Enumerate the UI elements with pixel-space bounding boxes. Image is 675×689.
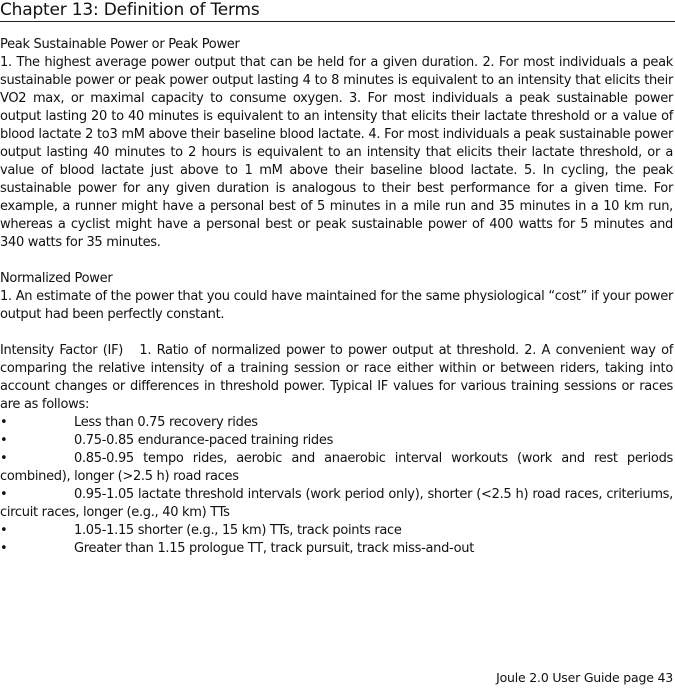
- section-body: 1. An estimate of the power that you could have maintained for the same physiological “cost” if your power output had been perfectly constant.: [0, 289, 673, 322]
- bullet: •: [0, 541, 8, 556]
- chapter-title: Chapter 13: Definition of Terms: [0, 0, 675, 22]
- list-item-text: Less than 0.75 recovery rides: [74, 415, 258, 430]
- list-item: [0, 414, 673, 432]
- list-item-text: 0.95-1.05 lactate threshold intervals (work period only), shorter (<2.5 h) road races, criteriums, circuit races, longer (e.g., 40 km) TTs: [0, 487, 673, 520]
- list-item: [0, 432, 673, 450]
- section-intensity-factor: [0, 342, 673, 558]
- bullet: •: [0, 487, 8, 502]
- section-body: 1. The highest average power output that can be held for a given duration. 2. For most individuals a peak sustainable power or peak power output lasting 4 to 8 minutes is equivalent to an intensity that elicits their VO2 max, or maximal capacity to consume oxygen. 3. For most individuals a peak sustainable power output lasting 20 to 40 minutes is equivalent to an intensity that elicits their lactate threshold or a value of blood lactate 2 to3 mM above their baseline blood lactate. 4. For most individuals a peak sustainable power output lasting 40 minutes to 2 hours is equivalent to an intensity that elicits their lactate threshold, or a value of blood lactate just above to 1 mM above their baseline blood lactate. 5. In cycling, the peak sustainable power for any given duration is analogous to their best performance for a given time. For example, a runner might have a personal best of 5 minutes in a mile run and 35 minutes in a 10 km run, whereas a cyclist might have a personal best or peak sustainable power of 400 watts for 5 minutes and 340 watts for 35 minutes.: [0, 55, 673, 250]
- list-item-text: 1.05-1.15 shorter (e.g., 15 km) TTs, track points race: [74, 523, 402, 538]
- bullet: •: [0, 523, 8, 538]
- page-footer: Joule 2.0 User Guide page 43: [496, 670, 673, 685]
- section-body: 1. Ratio of normalized power to power output at threshold. 2. A convenient way of comparing the relative intensity of a training session or race either within or between riders, taking into account changes or differences in threshold power. Typical IF values for various training sessions or races are as follows:: [0, 343, 673, 412]
- list-item: [0, 540, 673, 558]
- section-normalized-power: [0, 270, 673, 324]
- bullet: •: [0, 433, 8, 448]
- section-heading: Peak Sustainable Power or Peak Power: [0, 37, 240, 52]
- section-text: [0, 342, 673, 414]
- section-heading: Intensity Factor (IF): [0, 343, 124, 358]
- list-item-text: Greater than 1.15 prologue TT, track pursuit, track miss-and-out: [74, 541, 475, 556]
- section-heading: Normalized Power: [0, 271, 113, 286]
- if-values-list: [0, 414, 673, 558]
- list-item-text: 0.85-0.95 tempo rides, aerobic and anaerobic interval workouts (work and rest periods combined), longer (>2.5 h) road races: [0, 451, 673, 484]
- list-item-text: 0.75-0.85 endurance-paced training rides: [74, 433, 334, 448]
- content: [0, 36, 673, 558]
- list-item: [0, 522, 673, 540]
- list-item: [0, 486, 673, 522]
- list-item: [0, 450, 673, 486]
- section-peak-power: [0, 36, 673, 252]
- bullet: •: [0, 451, 8, 466]
- bullet: •: [0, 415, 8, 430]
